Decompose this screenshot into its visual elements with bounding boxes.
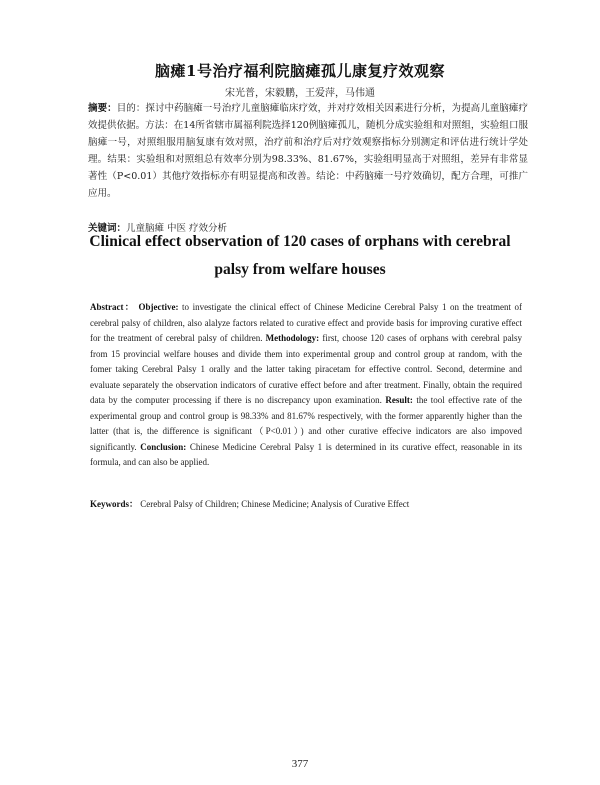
chinese-authors: 宋光普，宋毅鹏，王爱萍，马伟通: [225, 88, 375, 99]
english-keywords-text: Cerebral Palsy of Children; Chinese Medicine; Analysis of Curative Effect: [138, 499, 410, 509]
chinese-abstract: [88, 100, 528, 202]
english-abstract: [90, 300, 522, 471]
chinese-abstract-text: 目的：探讨中药脑瘫一号治疗儿童脑瘫临床疗效，并对疗效相关因素进行分析，为提高儿童脑瘫疗效提供依据。方法：在14所省辖市属福利院选择120例脑瘫孤儿，随机分成实验组和对照组，实验组口服脑瘫一号，对照组服用脑复康有效对照，治疗前和治疗后对疗效观察指标分别测定和评估进行统计学处理。结果：实验组和对照组总有效率分别为98.33%、81.67%，实验组明显高于对照组，差异有非常显著性（P<0.01）其他疗效指标亦有明显提高和改善。结论：中药脑瘫一号疗效确切，配方合理，可推广应用。: [88, 103, 528, 199]
chinese-keywords-text: 儿童脑瘫 中医 疗效分析: [126, 223, 228, 234]
conclusion-text: Chinese Medicine Cerebral Palsy 1 is determined in its curative effect, reasonable in its formula, and can also be applied.: [90, 441, 522, 467]
english-abstract-label: Abstract：: [90, 302, 136, 312]
page-number: 377: [291, 758, 309, 770]
chinese-keywords: [88, 220, 528, 234]
methodology-text: first, choose 120 cases of orphans with cerebral palsy from 15 provincial welfare houses and divide them into experimental group and control group at random, with the fomer taking Cerebral Palsy 1 orally and the latter taking piracetam for effective control. Second, determine and evaluate separately the observation indicators of curative effect before and after treatment. Finally, obtain the required data by the computer processing if there is no discrepancy upon examination.: [90, 333, 522, 405]
conclusion-label: Conclusion:: [140, 441, 187, 452]
result-label: Result:: [385, 395, 413, 405]
chinese-title: 脑瘫1号治疗福利院脑瘫孤儿康复疗效观察: [155, 62, 445, 80]
english-keywords: [90, 497, 522, 510]
chinese-abstract-label: 摘要：: [88, 103, 117, 114]
result-text: the tool effective rate of the experimental group and control group is 98.33% and 81.67% respectively, with the former apparently higher than the latter (that is, the difference is significant（P<0.01）) and other curative effecive indicators are also impoved significantly.: [90, 395, 522, 452]
english-title-line2: palsy from welfare houses: [214, 261, 386, 278]
objective-text: to investigate the clinical effect of Chinese Medicine Cerebral Palsy 1 on the treatment of cerebral palsy of children, also alalyze factors related to curative effect and provide basis for improving curative effect for the treatment of cerebral palsy of children.: [90, 302, 522, 343]
objective-label: Objective:: [138, 302, 179, 312]
methodology-label: Methodology:: [265, 333, 320, 343]
english-title-line1: Clinical effect observation of 120 cases of orphans with cerebral: [89, 233, 511, 250]
english-keywords-label: Keywords：: [90, 499, 138, 509]
chinese-keywords-label: 关键词：: [88, 223, 127, 234]
